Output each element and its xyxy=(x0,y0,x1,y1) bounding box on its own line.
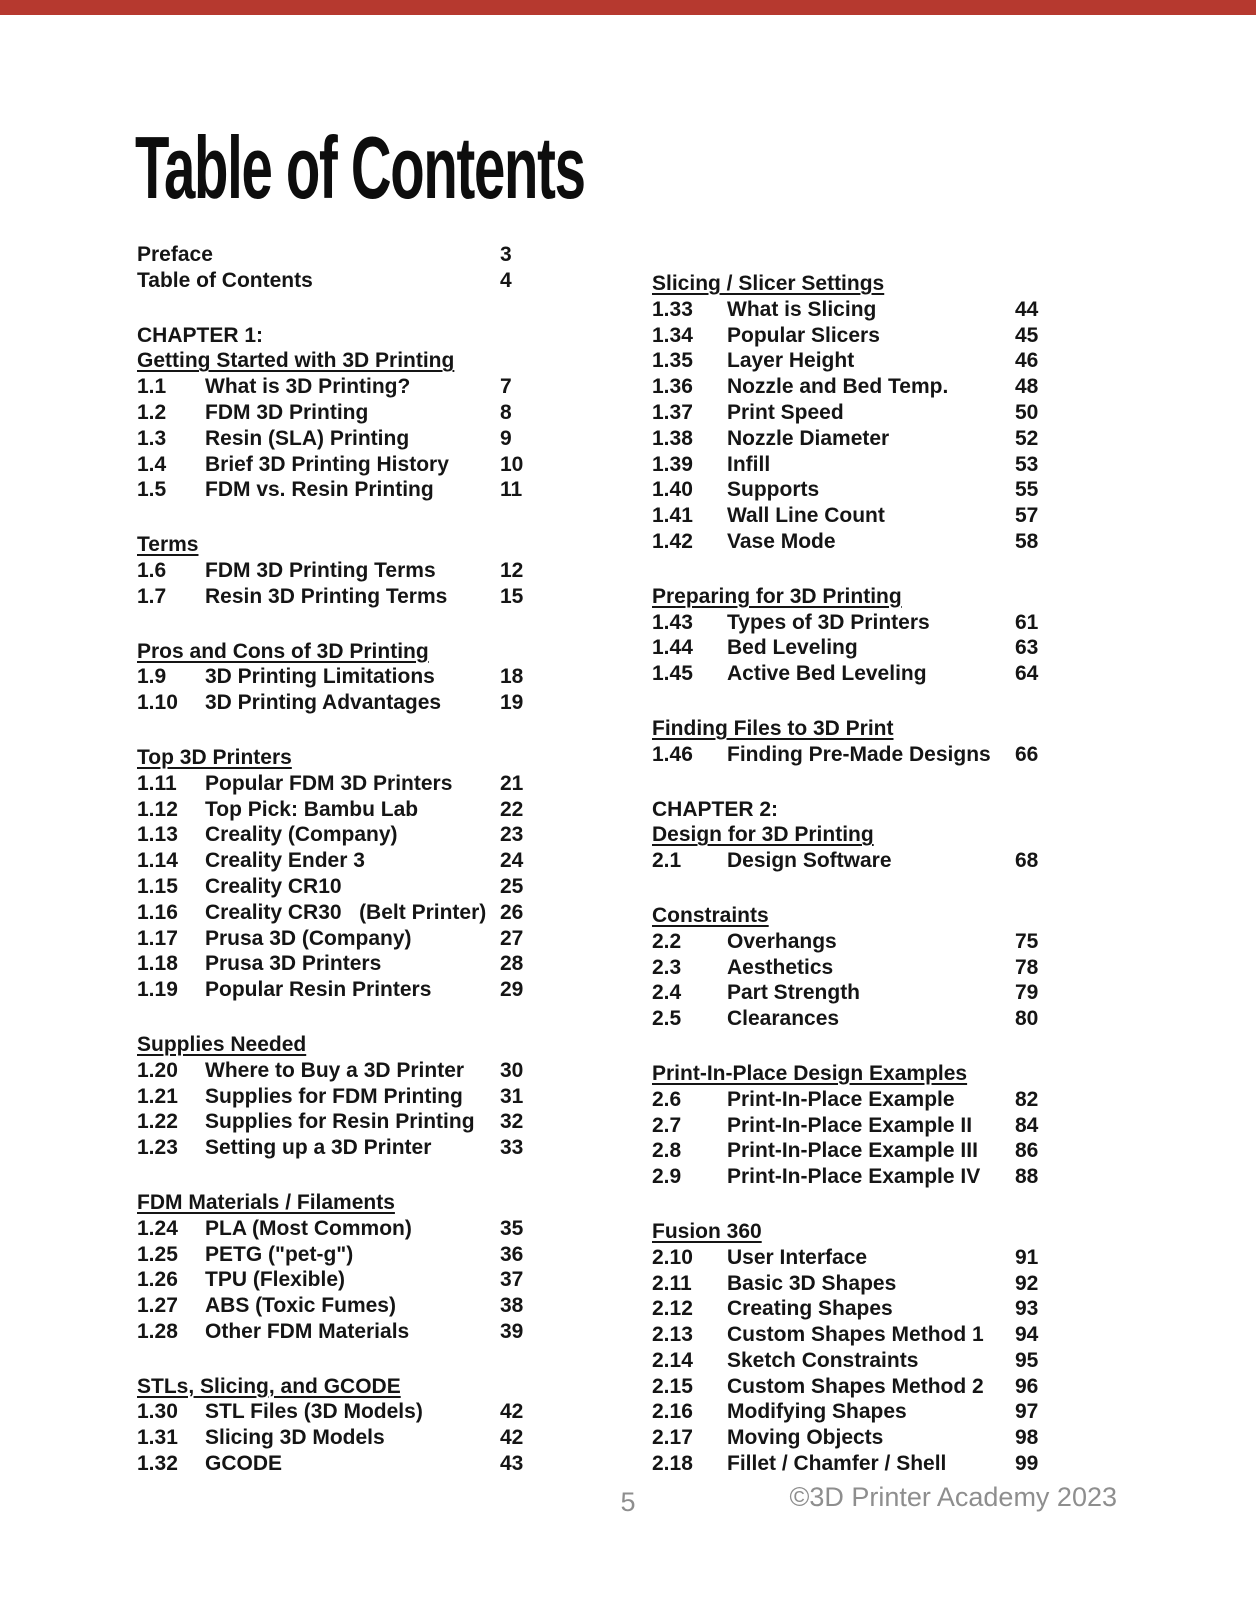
entry-title: Wall Line Count xyxy=(727,504,885,528)
entry-section-number: 2.18 xyxy=(652,1452,693,1476)
entry-title: Creality CR10 xyxy=(205,874,342,898)
chapter-label-text: CHAPTER 2: xyxy=(652,797,779,821)
toc-entry xyxy=(652,1245,1067,1271)
entry-page-number: 75 xyxy=(1015,929,1039,953)
entry-title: Prusa 3D Printers xyxy=(205,952,382,976)
toc-entry xyxy=(137,1267,547,1293)
toc-entry xyxy=(652,374,1067,400)
entry-section-number: 1.19 xyxy=(137,978,178,1002)
entry-page-number: 61 xyxy=(1015,610,1039,634)
toc-entry xyxy=(137,977,547,1003)
entry-page-number: 93 xyxy=(1015,1297,1039,1321)
toc-entry xyxy=(652,848,1067,874)
entry-page-number: 46 xyxy=(1015,349,1039,373)
section-header-text: Print-In-Place Design Examples xyxy=(652,1061,968,1085)
entry-section-number: 1.30 xyxy=(137,1400,178,1424)
entry-title: What is Slicing xyxy=(727,297,877,321)
toc-entry xyxy=(137,900,547,926)
entry-page-number: 15 xyxy=(500,584,524,608)
entry-section-number: 1.26 xyxy=(137,1268,178,1292)
section-header xyxy=(137,532,547,558)
entry-title: FDM vs. Resin Printing xyxy=(205,478,434,502)
entry-title: Popular FDM 3D Printers xyxy=(205,771,453,795)
entry-page-number: 58 xyxy=(1015,529,1039,553)
entry-title: Clearances xyxy=(727,1007,840,1031)
entry-page-number: 96 xyxy=(1015,1374,1039,1398)
toc-entry xyxy=(137,1451,547,1477)
entry-title: Layer Height xyxy=(727,349,855,373)
entry-title: Print-In-Place Example III xyxy=(727,1139,978,1163)
toc-entry xyxy=(652,529,1067,555)
section-header xyxy=(652,903,1067,929)
entry-section-number: 1.1 xyxy=(137,375,167,399)
entry-page-number: 57 xyxy=(1015,504,1039,528)
toc-entry xyxy=(652,1113,1067,1139)
entry-title: Brief 3D Printing History xyxy=(205,452,449,476)
entry-section-number: 1.35 xyxy=(652,349,693,373)
toc-entry xyxy=(137,477,547,503)
toc-entry xyxy=(652,1399,1067,1425)
toc-entry xyxy=(137,558,547,584)
entry-title: Setting up a 3D Printer xyxy=(205,1136,432,1160)
entry-title: Print-In-Place Example xyxy=(727,1087,955,1111)
entry-section-number: 2.16 xyxy=(652,1400,693,1424)
entry-section-number: 1.44 xyxy=(652,636,693,660)
entry-page-number: 53 xyxy=(1015,452,1039,476)
entry-page-number: 64 xyxy=(1015,662,1039,686)
entry-title: ABS (Toxic Fumes) xyxy=(205,1294,396,1318)
entry-title: Other FDM Materials xyxy=(205,1319,410,1343)
section-header xyxy=(652,271,1067,297)
entry-section-number: 1.21 xyxy=(137,1084,178,1108)
chapter-label xyxy=(137,323,547,349)
entry-section-number: 1.32 xyxy=(137,1452,178,1476)
entry-section-number: 1.43 xyxy=(652,610,693,634)
toc-entry xyxy=(137,268,547,294)
toc-entry xyxy=(652,929,1067,955)
entry-title: Creating Shapes xyxy=(727,1297,893,1321)
toc-entry xyxy=(137,1242,547,1268)
section-header-text: Finding Files to 3D Print xyxy=(652,716,894,740)
toc-entry xyxy=(137,951,547,977)
entry-title: User Interface xyxy=(727,1245,868,1269)
section-header xyxy=(137,1032,547,1058)
section-header xyxy=(652,584,1067,610)
entry-section-number: 1.4 xyxy=(137,452,167,476)
entry-section-number: 1.41 xyxy=(652,504,693,528)
toc-entry xyxy=(652,477,1067,503)
toc-entry xyxy=(652,1087,1067,1113)
entry-title: Nozzle Diameter xyxy=(727,426,890,450)
entry-section-number: 1.31 xyxy=(137,1426,178,1450)
entry-section-number: 1.7 xyxy=(137,584,167,608)
entry-title: Print-In-Place Example II xyxy=(727,1113,973,1137)
entry-page-number: 88 xyxy=(1015,1165,1039,1189)
toc-entry xyxy=(137,1399,547,1425)
toc-entry xyxy=(652,1296,1067,1322)
entry-title: Sketch Constraints xyxy=(727,1348,919,1372)
entry-section-number: 2.1 xyxy=(652,849,682,873)
entry-page-number: 35 xyxy=(500,1216,524,1240)
section-header xyxy=(652,822,1067,848)
toc-entry xyxy=(137,242,547,268)
toc-entry xyxy=(652,980,1067,1006)
entry-title: Creality (Company) xyxy=(205,823,398,847)
entry-page-number: 38 xyxy=(500,1294,524,1318)
toc-entry xyxy=(137,1109,547,1135)
entry-title: Overhangs xyxy=(727,929,837,953)
toc-entry xyxy=(137,1293,547,1319)
entry-title: Print-In-Place Example IV xyxy=(727,1165,981,1189)
footer-copyright: ©3D Printer Academy 2023 xyxy=(789,1482,1117,1512)
toc-entry xyxy=(652,1271,1067,1297)
entry-page-number: 12 xyxy=(500,558,524,582)
toc-entry xyxy=(137,1425,547,1451)
entry-page-number: 25 xyxy=(500,874,524,898)
section-header xyxy=(652,1061,1067,1087)
entry-page-number: 66 xyxy=(1015,742,1039,766)
top-red-bar xyxy=(0,0,1256,15)
entry-page-number: 63 xyxy=(1015,636,1039,660)
entry-section-number: 1.20 xyxy=(137,1058,178,1082)
toc-entry xyxy=(652,503,1067,529)
entry-section-number: 1.6 xyxy=(137,558,167,582)
entry-page-number: 97 xyxy=(1015,1400,1039,1424)
page-title: Table of Contents xyxy=(135,118,585,217)
toc-entry xyxy=(652,1006,1067,1032)
toc-entry xyxy=(652,426,1067,452)
toc-entry xyxy=(652,323,1067,349)
entry-title: 3D Printing Advantages xyxy=(205,691,442,715)
toc-entry xyxy=(137,771,547,797)
entry-section-number: 2.2 xyxy=(652,929,682,953)
entry-page-number: 52 xyxy=(1015,426,1039,450)
chapter-label-text: CHAPTER 1: xyxy=(137,323,264,347)
section-header-text: Design for 3D Printing xyxy=(652,823,874,847)
entry-title: Aesthetics xyxy=(727,955,834,979)
entry-title: PLA (Most Common) xyxy=(205,1216,412,1240)
entry-section-number: 2.8 xyxy=(652,1139,682,1163)
entry-section-number: 2.11 xyxy=(652,1271,692,1295)
entry-section-number: 1.25 xyxy=(137,1242,178,1266)
entry-title: Supplies for FDM Printing xyxy=(205,1084,463,1108)
entry-section-number: 2.12 xyxy=(652,1297,693,1321)
entry-title: Where to Buy a 3D Printer xyxy=(205,1058,465,1082)
entry-title: Custom Shapes Method 2 xyxy=(727,1374,984,1398)
toc-column-left xyxy=(137,242,547,1477)
entry-title: Vase Mode xyxy=(727,529,836,553)
entry-page-number: 11 xyxy=(500,478,523,502)
entry-section-number: 1.37 xyxy=(652,400,693,424)
entry-title: Popular Resin Printers xyxy=(205,978,432,1002)
section-header-text: Preparing for 3D Printing xyxy=(652,584,902,608)
entry-section-number: 1.33 xyxy=(652,297,693,321)
entry-page-number: 9 xyxy=(500,426,512,450)
entry-section-number: 1.42 xyxy=(652,529,693,553)
entry-section-number: 1.9 xyxy=(137,665,167,689)
entry-title: Prusa 3D (Company) xyxy=(205,926,412,950)
entry-section-number: 1.46 xyxy=(652,742,693,766)
toc-entry xyxy=(137,374,547,400)
entry-page-number: 26 xyxy=(500,900,524,924)
toc-entry xyxy=(137,1216,547,1242)
entry-section-number: 1.23 xyxy=(137,1136,178,1160)
entry-section-number: 1.18 xyxy=(137,952,178,976)
entry-title: STL Files (3D Models) xyxy=(205,1400,423,1424)
section-header xyxy=(137,745,547,771)
entry-page-number: 21 xyxy=(500,771,524,795)
entry-title: Creality CR30 (Belt Printer) xyxy=(205,900,487,924)
entry-section-number: 1.15 xyxy=(137,874,178,898)
toc-entry xyxy=(137,690,547,716)
entry-page-number: 7 xyxy=(500,375,512,399)
section-header xyxy=(652,1219,1067,1245)
toc-entry xyxy=(137,400,547,426)
section-header xyxy=(137,639,547,665)
entry-section-number: 1.11 xyxy=(137,771,177,795)
entry-section-number: 2.9 xyxy=(652,1165,682,1189)
section-header xyxy=(137,1190,547,1216)
entry-title: Popular Slicers xyxy=(727,323,880,347)
section-header-text: Constraints xyxy=(652,903,769,927)
entry-title: Modifying Shapes xyxy=(727,1400,907,1424)
entry-title: Top Pick: Bambu Lab xyxy=(205,797,419,821)
entry-page-number: 68 xyxy=(1015,849,1039,873)
entry-page-number: 10 xyxy=(500,452,524,476)
toc-entry xyxy=(652,1425,1067,1451)
toc-entry xyxy=(137,1135,547,1161)
entry-page-number: 86 xyxy=(1015,1139,1039,1163)
entry-section-number: 1.2 xyxy=(137,400,167,424)
section-header-text: Supplies Needed xyxy=(137,1032,307,1056)
entry-section-number: 1.28 xyxy=(137,1319,178,1343)
footer-page-number: 5 xyxy=(620,1487,636,1517)
section-header-text: FDM Materials / Filaments xyxy=(137,1190,395,1214)
entry-section-number: 2.14 xyxy=(652,1348,693,1372)
section-header-text: Slicing / Slicer Settings xyxy=(652,272,885,295)
entry-page-number: 44 xyxy=(1015,297,1039,321)
entry-page-number: 24 xyxy=(500,849,524,873)
toc-entry xyxy=(652,1164,1067,1190)
entry-page-number: 45 xyxy=(1015,323,1039,347)
entry-page-number: 79 xyxy=(1015,981,1039,1005)
entry-section-number: 1.24 xyxy=(137,1216,178,1240)
toc-entry xyxy=(137,664,547,690)
entry-section-number: 2.7 xyxy=(652,1113,682,1137)
entry-title: Nozzle and Bed Temp. xyxy=(727,375,949,399)
toc-entry xyxy=(137,822,547,848)
entry-title: Preface xyxy=(137,243,213,266)
entry-section-number: 1.27 xyxy=(137,1294,178,1318)
toc-column-right xyxy=(652,242,1067,1477)
entry-page-number: 91 xyxy=(1015,1245,1039,1269)
entry-section-number: 2.15 xyxy=(652,1374,693,1398)
entry-page-number: 31 xyxy=(500,1084,524,1108)
toc-entry xyxy=(652,400,1067,426)
toc-entry xyxy=(652,452,1067,478)
toc-entry xyxy=(652,1374,1067,1400)
toc-entry xyxy=(652,1138,1067,1164)
entry-section-number: 1.12 xyxy=(137,797,178,821)
entry-title: Basic 3D Shapes xyxy=(727,1271,897,1295)
entry-page-number: 82 xyxy=(1015,1087,1039,1111)
entry-section-number: 1.22 xyxy=(137,1110,178,1134)
entry-title: Moving Objects xyxy=(727,1426,884,1450)
toc-entry xyxy=(137,848,547,874)
chapter-label xyxy=(652,797,1067,823)
entry-page-number: 30 xyxy=(500,1058,524,1082)
entry-section-number: 1.40 xyxy=(652,478,693,502)
toc-entry xyxy=(137,584,547,610)
entry-title: Table of Contents xyxy=(137,268,313,292)
entry-title: Custom Shapes Method 1 xyxy=(727,1323,984,1347)
entry-page-number: 95 xyxy=(1015,1348,1039,1372)
entry-section-number: 2.5 xyxy=(652,1007,682,1031)
entry-page-number: 4 xyxy=(500,268,512,292)
toc-entry xyxy=(137,1058,547,1084)
entry-title: Supplies for Resin Printing xyxy=(205,1110,475,1134)
entry-page-number: 32 xyxy=(500,1110,524,1134)
entry-title: Print Speed xyxy=(727,400,844,424)
entry-section-number: 1.14 xyxy=(137,849,178,873)
entry-section-number: 1.16 xyxy=(137,900,178,924)
entry-title: TPU (Flexible) xyxy=(205,1268,346,1292)
entry-title: Fillet / Chamfer / Shell xyxy=(727,1452,947,1476)
toc-entry xyxy=(652,1348,1067,1374)
entry-section-number: 2.6 xyxy=(652,1087,682,1111)
entry-title: Part Strength xyxy=(727,981,861,1005)
entry-section-number: 1.13 xyxy=(137,823,178,847)
entry-page-number: 43 xyxy=(500,1452,524,1476)
entry-title: GCODE xyxy=(205,1452,283,1476)
entry-page-number: 29 xyxy=(500,978,524,1002)
entry-page-number: 42 xyxy=(500,1400,524,1424)
entry-page-number: 99 xyxy=(1015,1452,1039,1476)
toc-entry xyxy=(137,926,547,952)
entry-title: Slicing 3D Models xyxy=(205,1426,385,1450)
entry-page-number: 42 xyxy=(500,1426,524,1450)
entry-section-number: 2.13 xyxy=(652,1323,693,1347)
toc-entry xyxy=(652,297,1067,323)
entry-title: Bed Leveling xyxy=(727,636,858,660)
entry-title: PETG ("pet-g") xyxy=(205,1242,354,1266)
entry-title: What is 3D Printing? xyxy=(205,375,411,399)
entry-section-number: 1.5 xyxy=(137,478,167,502)
entry-page-number: 80 xyxy=(1015,1007,1039,1031)
entry-page-number: 19 xyxy=(500,691,524,715)
entry-section-number: 1.45 xyxy=(652,662,693,686)
entry-section-number: 1.34 xyxy=(652,323,693,347)
entry-page-number: 33 xyxy=(500,1136,524,1160)
toc-entry xyxy=(652,661,1067,687)
entry-title: Types of 3D Printers xyxy=(727,610,930,634)
entry-section-number: 1.17 xyxy=(137,926,178,950)
toc-entry xyxy=(652,348,1067,374)
toc-entry xyxy=(652,955,1067,981)
entry-page-number: 18 xyxy=(500,665,524,689)
entry-section-number: 2.3 xyxy=(652,955,682,979)
entry-page-number: 23 xyxy=(500,823,524,847)
toc-entry xyxy=(137,452,547,478)
entry-section-number: 1.39 xyxy=(652,452,693,476)
toc-entry xyxy=(652,635,1067,661)
entry-section-number: 2.4 xyxy=(652,981,682,1005)
entry-page-number: 22 xyxy=(500,797,524,821)
entry-title: Resin (SLA) Printing xyxy=(205,426,410,450)
entry-page-number: 36 xyxy=(500,1242,524,1266)
entry-title: FDM 3D Printing Terms xyxy=(205,558,436,582)
toc-entry xyxy=(137,1084,547,1110)
entry-title: Creality Ender 3 xyxy=(205,849,365,873)
section-header-text: Getting Started with 3D Printing xyxy=(137,349,455,373)
entry-page-number: 78 xyxy=(1015,955,1039,979)
entry-title: 3D Printing Limitations xyxy=(205,665,435,689)
section-header-text: Terms xyxy=(137,533,199,557)
entry-page-number: 50 xyxy=(1015,400,1039,424)
entry-page-number: 55 xyxy=(1015,478,1039,502)
toc-entry xyxy=(137,426,547,452)
entry-title: Supports xyxy=(727,478,820,502)
section-header-text: Top 3D Printers xyxy=(137,745,292,769)
entry-section-number: 2.10 xyxy=(652,1245,693,1269)
entry-page-number: 98 xyxy=(1015,1426,1039,1450)
entry-page-number: 3 xyxy=(500,243,512,266)
entry-page-number: 84 xyxy=(1015,1113,1039,1137)
toc-entry xyxy=(137,797,547,823)
toc-entry xyxy=(652,1322,1067,1348)
entry-title: Infill xyxy=(727,452,771,476)
entry-section-number: 1.36 xyxy=(652,375,693,399)
entry-title: Finding Pre-Made Designs xyxy=(727,742,991,766)
toc-entry xyxy=(137,1319,547,1345)
entry-title: Active Bed Leveling xyxy=(727,662,927,686)
entry-page-number: 28 xyxy=(500,952,524,976)
entry-page-number: 92 xyxy=(1015,1271,1039,1295)
toc-entry xyxy=(137,874,547,900)
entry-page-number: 39 xyxy=(500,1319,524,1343)
toc-entry xyxy=(652,1451,1067,1477)
toc-entry xyxy=(652,610,1067,636)
entry-section-number: 2.17 xyxy=(652,1426,693,1450)
entry-page-number: 48 xyxy=(1015,375,1039,399)
entry-page-number: 37 xyxy=(500,1268,524,1292)
entry-page-number: 27 xyxy=(500,926,524,950)
section-header-text: Pros and Cons of 3D Printing xyxy=(137,639,429,663)
section-header-text: Fusion 360 xyxy=(652,1219,762,1243)
entry-page-number: 8 xyxy=(500,400,512,424)
entry-title: Resin 3D Printing Terms xyxy=(205,584,448,608)
entry-section-number: 1.38 xyxy=(652,426,693,450)
section-header xyxy=(652,716,1067,742)
entry-page-number: 94 xyxy=(1015,1323,1039,1347)
entry-section-number: 1.3 xyxy=(137,426,167,450)
section-header xyxy=(137,1374,547,1400)
section-header-text: STLs, Slicing, and GCODE xyxy=(137,1374,401,1398)
entry-title: FDM 3D Printing xyxy=(205,400,369,424)
entry-title: Design Software xyxy=(727,849,892,873)
toc-entry xyxy=(652,742,1067,768)
section-header xyxy=(137,348,547,374)
entry-section-number: 1.10 xyxy=(137,691,178,715)
